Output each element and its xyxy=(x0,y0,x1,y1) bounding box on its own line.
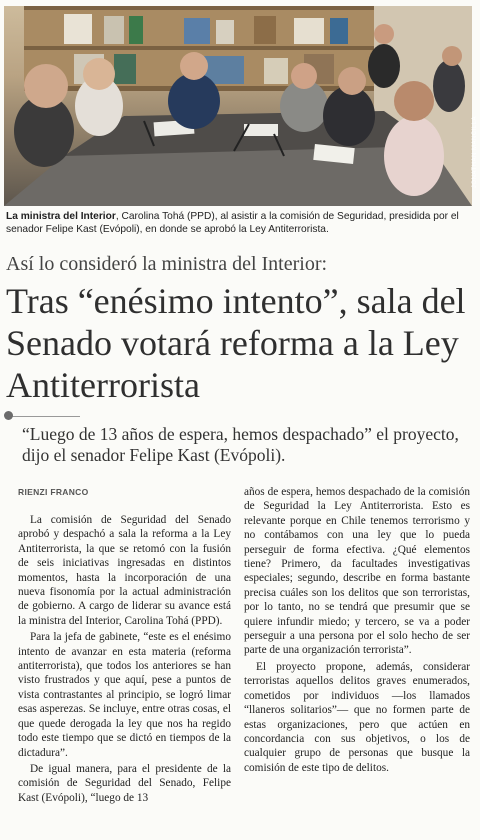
paragraph: De igual manera, para el presidente de la comisión de Seguridad del Senado, Felipe Kast (Evópoli), “luego de 13 xyxy=(18,762,231,804)
bullet-dot xyxy=(4,411,13,420)
meeting-photo-illustration xyxy=(4,6,472,206)
photo-credit: JONATHAN MANCILLA xyxy=(472,116,478,189)
caption-lead: La ministra del Interior xyxy=(6,211,116,222)
article-column-left xyxy=(18,513,231,807)
paragraph: La comisión de Seguridad del Senado aprobó y despachó a sala la reforma a la Ley Antiterrorista, la que se retomó con la fusión de seis iniciativas ingresadas en distintos momentos, hasta la incorporación de una nueva fisonomía por la actual administración de gobierno. A cargo de liderar su avance está la ministra del Interior, Carolina Tohá (PPD). xyxy=(18,514,231,627)
pull-quote: “Luego de 13 años de espera, hemos despachado” el proyecto, dijo el senador Felipe Kast (Evópoli). xyxy=(22,424,459,465)
article-column-right xyxy=(244,485,470,777)
byline: RIENZI FRANCO xyxy=(18,487,89,497)
divider-line xyxy=(8,416,80,417)
paragraph: Para la jefa de gabinete, “este es el enésimo intento de avanzar en esta materia (reforma antiterrorista), que todos los anteriores se han visto frustrados y que aquí, pese a puntos de vista contrastantes al principio, se logró limar esas asperezas. Se incluye, entre otras cosas, el que quede derogada la ley que nos ha regido todo este tiempo que se dictó en tiempos de la dictadura”. xyxy=(18,631,231,759)
news-photo xyxy=(4,6,478,206)
kicker: Así lo consideró la ministra del Interior: xyxy=(6,253,328,275)
photo-caption xyxy=(6,210,472,236)
paragraph: El proyecto propone, además, considerar terroristas aquellos delitos graves enumerados, cometidos por individuos —los llamados “llaneros solitarios”— que no formen parte de estas organizaciones, pero que actúen en concordancia con sus objetivos, o los de cualquier grupo de personas que busque la comisión de este tipo de delitos. xyxy=(244,660,470,774)
paragraph: años de espera, hemos despachado de la comisión de Seguridad la Ley Antiterrorista. Esto es relevante porque en Chile tenemos terrorismo y no contábamos con una ley que lo pueda perseguir de forma efectiva. ¿Qué elementos tiene? Primero, da facultades investigativas especiales; segundo, describe en forma bastante precisa cuáles son los delitos que son terroristas, por lo tanto, no se tendrá que presumir que se quiere infundir miedo; y tercero, se va a poder perseguir a una persona por el solo hecho de ser parte de una organización terrorista”. xyxy=(244,486,470,657)
headline: Tras “enésimo intento”, sala del Senado votará reforma a la Ley Antiterrorista xyxy=(6,281,466,405)
caption-text: , Carolina Tohá (PPD), al asistir a la comisión de Seguridad, presidida por el senador Felipe Kast (Evópoli), en donde se aprobó la Ley Antiterrorista. xyxy=(6,211,459,235)
